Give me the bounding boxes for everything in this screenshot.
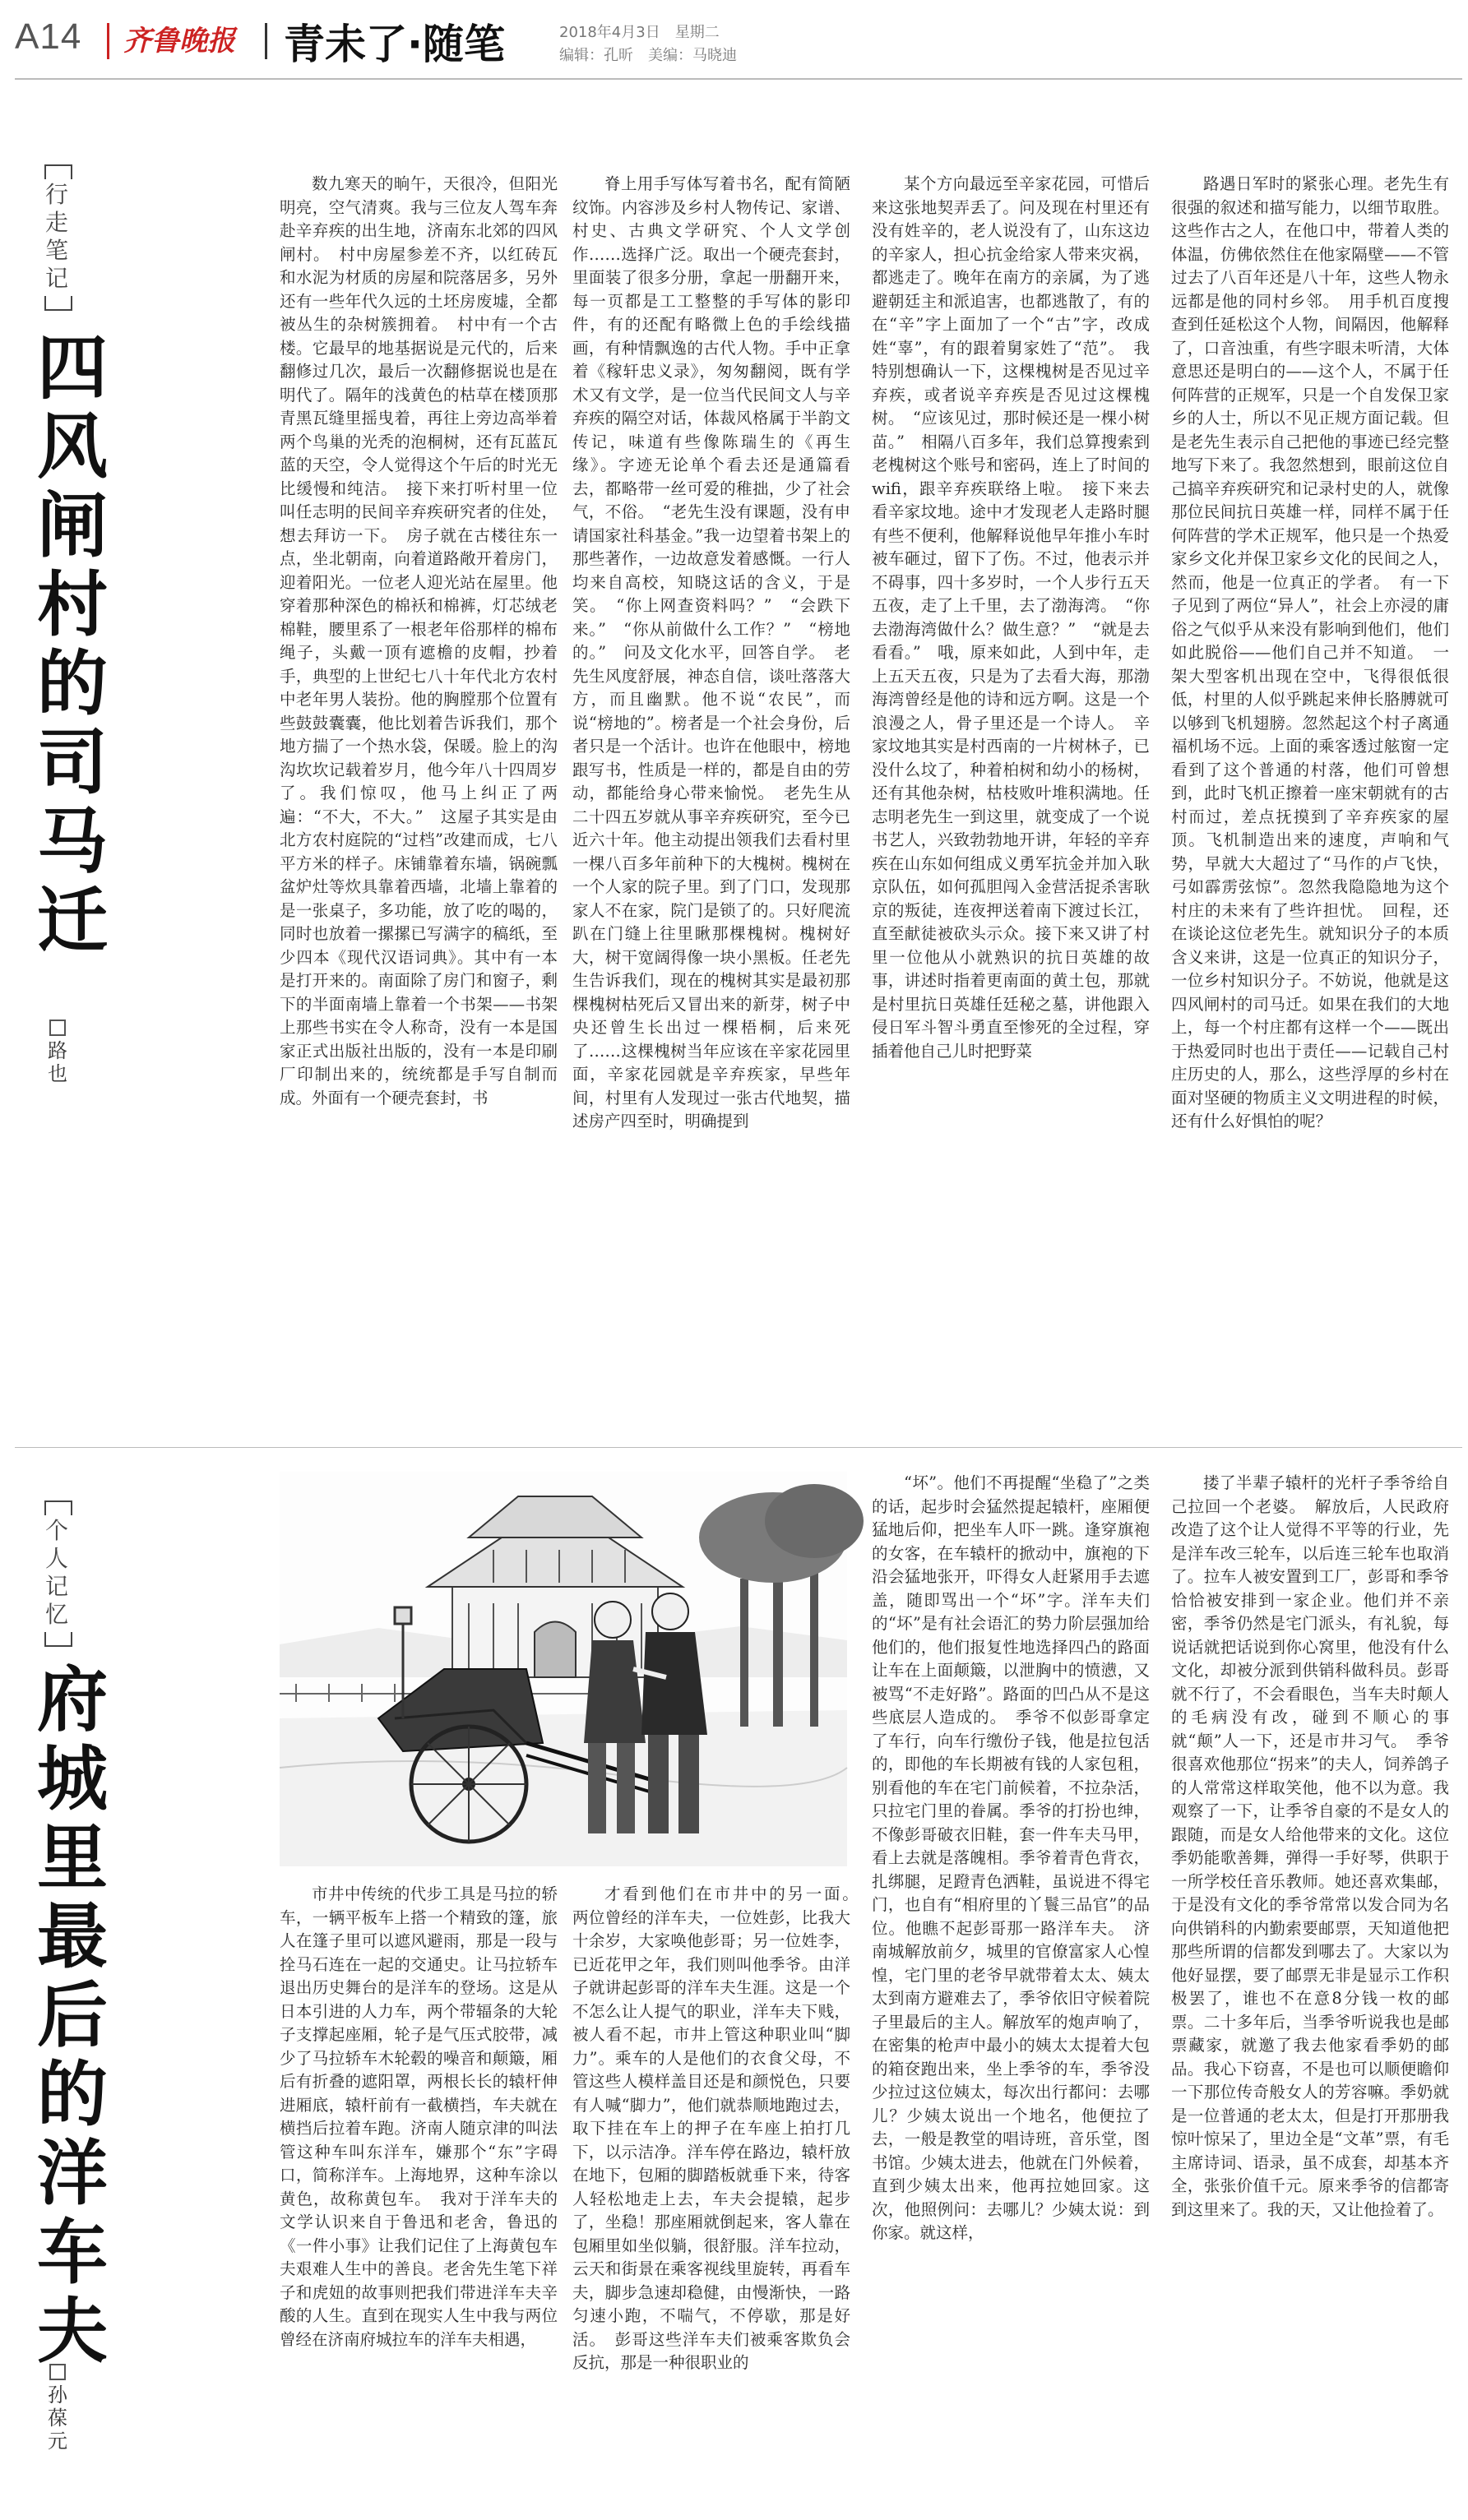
masthead-rule: [15, 78, 1462, 80]
label-bracket-top: [44, 164, 72, 179]
article1-byline: [45, 1020, 70, 1085]
article2-col-4-text: 搂了半辈子辕杆的光杆子季爷给自己拉回一个老婆。 解放后，人民政府改造了这个让人觉得不平等的行业，先是洋车改三轮车，以后连三轮车也取消了。拉车人被安置到工厂，彭哥和季爷恰恰被安排到一家企业。他们并不亲密，季爷仍然是宅门派头，有礼貌，每说话就把话说到你心窝里，他没有什么文化，却被分派到供销科做科员。彭哥就不行了，不会看眼色，当车夫时颠人的毛病没有改，碰到不顺心的事就“颠”人一下，还是市井习气。 季爷很喜欢他那位“拐来”的夫人，饲养鸽子的人常常这样取笑他，他不以为意。我观察了一下，让季爷自豪的不是女人的跟随，而是女人给他带来的文化。这位季奶能歌善舞，弹得一手好琴，供职于一所学校任音乐教师。她还喜欢集邮，于是没有文化的季爷常常以发合同为名向供销科的内勤索要邮票，天知道他把那些所谓的信都发到哪去了。大家以为他好显摆，要了邮票无非是显示工作积极罢了，谁也不在意8分钱一枚的邮票。二十多年后，当季爷听说我也是邮票藏家，就邀了我去他家看季奶的邮品。我心下窃喜，不是也可以顺便瞻仰一下那位传奇般女人的芳容嘛。季奶就是一位普通的老太太，但是打开那册我惊叶惊呆了，里边全是“文革”票，有毛主席诗词、语录，虽不成套，却基本齐全，张张价值千元。原来季爷的信都寄到这里来了。我的天，又让他捡着了。: [1171, 1473, 1449, 2219]
article1-col-1: [280, 173, 558, 1422]
byline-square-icon: [49, 1020, 66, 1036]
article1-col-3: [872, 173, 1150, 1422]
illustration-svg: [280, 1472, 847, 1866]
newspaper-logo: 齐鲁晚报: [123, 25, 235, 58]
article2-col-2-text: 才看到他们在市井中的另一面。 两位曾经的洋车夫，一位姓彭，比我大十余岁，大家唤他彭哥；另一位姓李，已近花甲之年，我们则叫他季爷。由洋子就讲起彭哥的洋车夫生涯。这是一个不怎么让人提气的职业，洋车夫下贱，被人看不起，市井上管这种职业叫“脚力”。乘车的人是他们的衣食父母，不管这些人模样盖目还是和颜悦色，只要有人喊“脚力”，他们就恭顺地跑过去，取下挂在车上的押子在车座上拍打几下，以示洁净。洋车停在路边，辕杆放在地下，包厢的脚踏板就垂下来，待客人轻松地走上去，车夫会提辕，起步了，坐稳！那座厢就倒起来，客人靠在包厢里如坐似躺，很舒服。洋车拉动，云天和街景在乘客视线里旋转，再看车夫，脚步急速却稳健，由慢渐快，一路匀速小跑，不喘气，不停歇，那是好活。 彭哥这些洋车夫们被乘客欺负会反抗，那是一种很职业的: [572, 1884, 867, 2372]
article2-col-3-text: “坏”。他们不再提醒“坐稳了”之类的话，起步时会猛然提起辕杆，座厢便猛地后仰，把坐车人吓一跳。逢穿旗袍的女客，在车辕杆的掀动中，旗袍的下沿会猛地张开，吓得女人赶紧用手去遮盖，随即骂出一个“坏”字。洋车夫们的“坏”是有社会语汇的势力阶层强加给他们的，他们报复性地选择四凸的路面让车在上面颠簸，以泄胸中的愤懑，又被骂“不走好路”。路面的凹凸从不是这些底层人造成的。 季爷不似彭哥拿定了车行，向车行缴份子钱，他是拉包活的，即他的车长期被有钱的人家包租，别看他的车在宅门前候着，不拉杂活，只拉宅门里的眷属。季爷的打扮也绅，不像彭哥破衣旧鞋，套一件车夫马甲，看上去就是落魄相。季爷着青色背衣，扎绑腿，足蹬青色洒鞋，虽说进不得宅门，也自有“相府里的丫鬟三品官”的品位。他瞧不起彭哥那一路洋车夫。 济南城解放前夕，城里的官僚富家人心惶惶，宅门里的老爷早就带着太太、姨太太到南方避难去了，季爷依旧守候着院子里最后的主人。解放军的炮声响了，在密集的枪声中最小的姨太太提着大包的箱奁跑出来，坐上季爷的车，季爷没少拉过这位姨太，每次出行都问：去哪儿？少姨太说出一个地名，他便拉了去，一般是教堂的唱诗班，音乐堂，图书馆。少姨太进去，他就在门外候着，直到少姨太出来，他再拉她回家。这次，他照例问：去哪儿？少姨太说：到你家。就这样，: [872, 1473, 1150, 2242]
article2-col-2: [572, 1883, 867, 2495]
article2-col-4: [1171, 1472, 1449, 2495]
article2-author: 孙葆元: [48, 2384, 67, 2453]
article2-title: 府城里最后的洋车夫: [37, 1659, 108, 2373]
column-label-2: [42, 1517, 72, 1629]
byline-square-icon: [49, 2364, 66, 2380]
article1-title: 四风闸村的司马迁: [37, 327, 108, 962]
masthead-divider-2: [265, 23, 267, 59]
article2-byline: [45, 2364, 70, 2453]
label2-bracket-bottom: [44, 1632, 72, 1647]
article2-col-1-text: 市井中传统的代步工具是马拉的轿车，一辆平板车上搭一个精致的篷，旅人在篷子里可以遮风避雨，那是一段与拴马石连在一起的交通史。让马拉轿车退出历史舞台的是洋车的登场。这是从日本引进的人力车，两个带辐条的大轮子支撑起座厢，轮子是气压式胶带，减少了马拉轿车木轮毂的噪音和颠簸，厢后有折叠的遮阳罩，两根长长的辕杆伸进厢底，辕杆前有一截横挡，车夫就在横挡后拉着车跑。济南人随京津的叫法管这种车叫东洋车，嫌那个“东”字碍口，简称洋车。上海地界，这种车涂以黄色，故称黄包车。 我对于洋车夫的文学认识来自于鲁迅和老舍，鲁迅的《一件小事》让我们记住了上海黄包车夫艰难人生中的善良。老舍先生笔下祥子和虎妞的故事则把我们带进洋车夫辛酸的人生。直到在现实人生中我与两位曾经在济南府城拉车的洋车夫相遇，: [280, 1884, 558, 2349]
masthead: [0, 0, 1468, 78]
label-bracket-bottom: [44, 296, 72, 311]
masthead-divider: [107, 23, 109, 59]
section-divider: [15, 1447, 1462, 1448]
label2-bracket-top: [44, 1500, 72, 1515]
article1-col-2-text: 脊上用手写体写着书名，配有简陋纹饰。内容涉及乡村人物传记、家谱、村史、古典文学研究、个人文学创作……选择广泛。取出一个硬壳套封，里面装了很多分册，拿起一册翻开来，每一页都是工工整整的手写体的影印件，有的还配有略微上色的手绘线描画，有种情飘逸的古代人物。手中正拿着《稼轩忠义录》，匆匆翻阅，既有学术又有文学，是一位当代民间文人与辛弃疾的隔空对话，体裁风格属于半韵文传记，味道有些像陈瑞生的《再生缘》。字迹无论单个看去还是通篇看去，都略带一丝可爱的稚拙，少了社会气，不俗。 “老先生没有课题，没有申请国家社科基金。”我一边望着书架上的那些著作，一边故意发着感慨。一行人均来自高校，知晓这话的含义，于是笑。 “你上网查资料吗？” “会跌下来。” “你从前做什么工作？” “榜地的。” 问及文化水平，回答自学。 老先生风度舒展，神态自信，谈吐落落大方，而且幽默。他不说“农民”，而说“榜地的”。榜者是一个社会身份，后者只是一个活计。也许在他眼中，榜地跟写书，性质是一样的，都是自由的劳动，都能给身心带来愉悦。 老先生从二十四五岁就从事辛弃疾研究，至今已近六十年。他主动提出领我们去看村里一棵八百多年前种下的大槐树。槐树在一个人家的院子里。到了门口，发现那家人不在家，院门是锁了的。只好爬流趴在门缝上往里瞅那棵槐树。槐树好大，树干宽阔得像一块小黑板。任老先生告诉我们，现在的槐树其实是最初那棵槐树枯死后又冒出来的新芽，树子中央还曾生长出过一棵梧桐，后来死了……这棵槐树当年应该在辛家花园里面，辛家花园就是辛弃疾家，早些年间，村里有人发现过一张古代地契，描述房产四至时，明确提到: [572, 174, 850, 1131]
column-label-1: [42, 181, 72, 293]
column-label-1-text: 行走笔记: [44, 181, 68, 292]
article2-col-3: [872, 1472, 1150, 2495]
editor-line: 编辑：孔昕 美编：马晓迪: [559, 47, 737, 64]
article1-col-4-text: 路遇日军时的紧张心理。老先生有很强的叙述和描写能力，以细节取胜。这些作古之人，在他口中，带着人类的体温，仿佛依然住在他家隔壁——不管过去了八百年还是八十年，这些人物永远都是他的同村乡邻。 用手机百度搜查到任延松这个人物，间隔因，他解释了，口音浊重，有些字眼未听清，大体意思还是明白的——这个人，不属于任何阵营的正规军，只是一个自发保卫家乡的人士，所以不见正规方面记载。但是老先生表示自己把他的事迹已经完整地写下来了。我忽然想到，眼前这位自己搞辛弃疾研究和记录村史的人，就像那位民间抗日英雄一样，同样不属于任何阵营的学术正规军，他只是一个热爱家乡文化并保卫家乡文化的民间之人，然而，他是一位真正的学者。 有一下子见到了两位“异人”，社会上亦浸的庸俗之气似乎从来没有影响到他们，他们如此脱俗——他们自己并不知道。 一架大型客机出现在空中，飞得很低很低，村里的人似乎跳起来伸长胳膊就可以够到飞机翅膀。忽然起这个村子离通福机场不远。上面的乘客透过舷窗一定看到了这个普通的村落，他们可曾想到，此时飞机正擦着一座宋朝就有的古村而过，差点抚摸到了辛弃疾家的屋顶。飞机制造出来的速度，声响和气势，早就大大超过了“马作的卢飞快，弓如霹雳弦惊”。忽然我隐隐地为这个村庄的未来有了些许担忧。 回程，还在谈论这位老先生。就知识分子的本质含义来讲，这是一位真正的知识分子，一位乡村知识分子。不妨说，他就是这四风闸村的司马迁。如果在我们的大地上，每一个村庄都有这样一个——既出于热爱同时也出于责任——记载自己村庄历史的人，那么，这些浮厚的乡村在面对坚硬的物质主义文明进程的时候，还有什么好惧怕的呢？: [1171, 174, 1449, 1131]
article1-col-3-text: 某个方向最远至辛家花园，可惜后来这张地契弄丢了。问及现在村里还有没有姓辛的，老人说没有了，山东这边的辛家人，担心抗金给家人带来灾祸，都逃走了。晚年在南方的亲属，为了逃避朝廷主和派追害，也都逃散了，有的在“辛”字上面加了一个“古”字，改成姓“辜”，有的跟着舅家姓了“范”。 我特别想确认一下，这棵槐树是否见过辛弃疾，或者说辛弃疾是否见过这棵槐树。 “应该见过，那时候还是一棵小树苗。” 相隔八百多年，我们总算搜索到老槐树这个账号和密码，连上了时间的wifi，跟辛弃疾联络上啦。 接下来去看辛家坟地。途中才发现老人走路时腿有些不便利，他解释说他早年推小车时被车砸过，留下了伤。不过，他表示并不碍事，四十多岁时，一个人步行五天五夜，走了上千里，去了渤海湾。 “你去渤海湾做什么？做生意？” “就是去看看。” 哦，原来如此，人到中年，走上五天五夜，只是为了去看大海，那渤海湾曾经是他的诗和远方啊。这是一个浪漫之人，骨子里还是一个诗人。 辛家坟地其实是村西南的一片树林子，已没什么坟了，种着柏树和幼小的杨树，还有其他杂树，枯枝败叶堆积满地。任志明老先生一到这里，就变成了一个说书艺人，兴致勃勃地开讲，年轻的辛弃疾在山东如何组成义勇军抗金并加入耿京队伍，如何孤胆闯入金营活捉杀害耿京的叛徒，连夜押送着南下渡过长江，直至献徒被砍头示众。接下来又讲了村里一位他从小就熟识的抗日英雄的故事，讲述时指着更南面的黄土包，那就是村里抗日英雄任廷秘之墓，讲他跟入侵日军斗智斗勇直至惨死的全过程，穿插着他自己儿时把野菜: [872, 174, 1150, 1061]
page-number: A14: [15, 16, 82, 57]
article1-col-2: [572, 173, 850, 1422]
article2-col-1: [280, 1883, 558, 2495]
date-line: 2018年4月3日 星期二: [559, 24, 720, 41]
masthead-meta: [559, 21, 737, 67]
section-title: 青未了·随笔: [284, 21, 505, 68]
article1-author: 路也: [48, 1039, 67, 1085]
rickshaw-illustration: [280, 1472, 847, 1866]
article1-col-4: [1171, 173, 1449, 1422]
article1-col-1-text: 数九寒天的晌午，天很冷，但阳光明亮，空气清爽。我与三位友人驾车奔赴辛弃疾的出生地，济南东北郊的四风闸村。 村中房屋参差不齐，以红砖瓦和水泥为材质的房屋和院落居多，另外还有一些年代久远的土坯房废墟，全都被丛生的杂树簇拥着。 村中有一个古楼。它最早的地基据说是元代的，后来翻修过几次，最后一次翻修据说也是在明代了。隔年的浅黄色的枯草在楼顶那青黑瓦缝里摇曳着，再往上旁边高举着两个鸟巢的光秃的泡桐树，还有瓦蓝瓦蓝的天空，令人觉得这个午后的时光无比缓慢和纯洁。 接下来打听村里一位叫任志明的民间辛弃疾研究者的住处，想去拜访一下。 房子就在古楼往东一点，坐北朝南，向着道路敞开着房门，迎着阳光。一位老人迎光站在屋里。他穿着那种深色的棉袄和棉裤，灯芯绒老棉鞋，腰里系了一根老年俗那样的棉布绳子，头戴一顶有遮檐的皮帽，抄着手，典型的上世纪七八十年代北方农村中老年男人装扮。他的胸膛那个位置有些鼓鼓囊囊，他比划着告诉我们，那个地方揣了一个热水袋，保暖。脸上的沟沟坎坎记载着岁月，他今年八十四周岁了。我们惊叹，他马上纠正了两遍：“不大，不大。” 这屋子其实是由北方农村庭院的“过档”改建而成，七八平方米的样子。床铺靠着东墙，锅碗瓢盆炉灶等炊具靠着西墙，北墙上靠着的是一张桌子，多功能，放了吃的喝的，同时也放着一摞摞已写满字的稿纸，至少四本《现代汉语词典》。其中有一本是打开来的。南面除了房门和窗子，剩下的半面南墙上靠着一个书架——书架上那些书实在令人称奇，没有一本是国家正式出版社出版的，没有一本是印刷厂印制出来的，统统都是手写自制而成。外面有一个硬壳套封，书: [280, 174, 558, 1107]
column-label-2-text: 个人记忆: [44, 1517, 68, 1628]
